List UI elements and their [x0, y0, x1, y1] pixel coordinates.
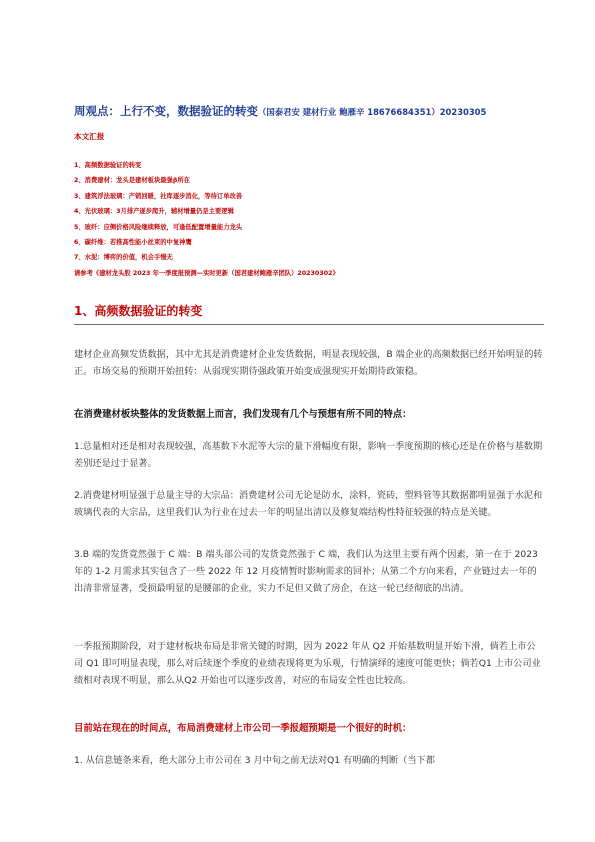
summary-item: 7、水泥：博弈的价值，机会手慢无: [74, 254, 173, 262]
summary-item: 4、光伏玻璃：3月排产逐步爬升，辅材增量仍是主要逻辑: [74, 208, 234, 216]
report-title-main: 周观点：上行不变，数据验证的转变: [74, 104, 258, 118]
body-paragraph: 建材企业高频发货数据，其中尤其是消费建材企业发货数据，明显表现较强，B 端企业的高频数据已经开始明显的转正。市场交易的预期开始扭转：从弱现实期待强政策开始变成强现实开始期待政策稳。: [74, 349, 543, 377]
emphasis-paragraph: 在消费建材板块整体的发货数据上而言，我们发现有几个与预想有所不同的特点：: [74, 409, 412, 420]
section-divider: [74, 324, 544, 325]
body-paragraph: 1. 从信息链条来看，绝大部分上市公司在 3 月中旬之前无法对Q1 有明确的判断（当下都: [74, 755, 435, 766]
summary-item: 5、玻纤：应侧价格风险继续释放，可逢低配置增量能力龙头: [74, 223, 243, 231]
body-paragraph: 一季报预期阶段，对于建材板块布局是非常关键的时期，因为 2022 年从 Q2 开始基数明显开始下滑，倘若上市公司 Q1 即可明显表现，那么对后续逐个季度的业绩表现将更为乐观，行情演绎的速度可能更快；倘若Q1 上市公司业绩相对表现不明显，那么从Q2 开始也可以逐步改善，对应的布局安全性也比较高。: [74, 641, 541, 686]
summary-list: [74, 158, 339, 281]
report-title-source: （国泰君安 建材行业 鲍雁辛 18676684351）20230305: [258, 107, 487, 117]
highlight-paragraph: 目前站在现在的时间点，布局消费建材上市公司一季报超预期是一个很好的时机：: [74, 723, 412, 734]
section-heading: 1、高频数据验证的转变: [74, 304, 203, 318]
summary-item: 2、消费建材：龙头是建材板块最强β所在: [74, 177, 190, 185]
body-paragraph: 3.B 端的发货竟然强于 C 端：B 端头部公司的发货竟然强于 C 端，我们认为这里主要有两个因素，第一在于 2023 年的 1-2 月需求其实包含了一些 2022 年 12 月疫情暂时影响需求的回补；从第二个方向来看，产业链过去一年的出清非常显著，受损最明显的是腰部的企业，实力不足但又做了房企，在这一轮已经彻底的出清。: [74, 549, 538, 594]
summary-item: 1、高频数据验证的转变: [74, 162, 142, 169]
summary-item: 3、建筑浮法玻璃：产销回暖，社库逐步消化，等待订单改善: [74, 192, 243, 200]
body-paragraph: 1.总量相对还是相对表现较强，高基数下水泥等大宗的量下滑幅度有限，影响一季度预期的核心还是在价格与基数期差别还是过于显著。: [74, 441, 543, 469]
summary-reference: 请参考《建材龙头股 2023 年一季度报预测—实时更新（国君建材鲍雁辛团队）20230302》: [74, 269, 339, 277]
summary-heading: 本文汇报: [74, 132, 105, 141]
summary-item: 6、碳纤维：若推高性能小丝束的中复神鹰: [74, 238, 192, 246]
report-title: [74, 100, 574, 119]
body-paragraph: 2.消费建材明显强于总量主导的大宗品：消费建材公司无论是防水，涂料，瓷砖，塑料管等其数据都明显强于水泥和玻璃代表的大宗品，这里我们认为行业在过去一年的明显出清以及修复端结构性特征较强的特点是关键。: [74, 490, 543, 518]
